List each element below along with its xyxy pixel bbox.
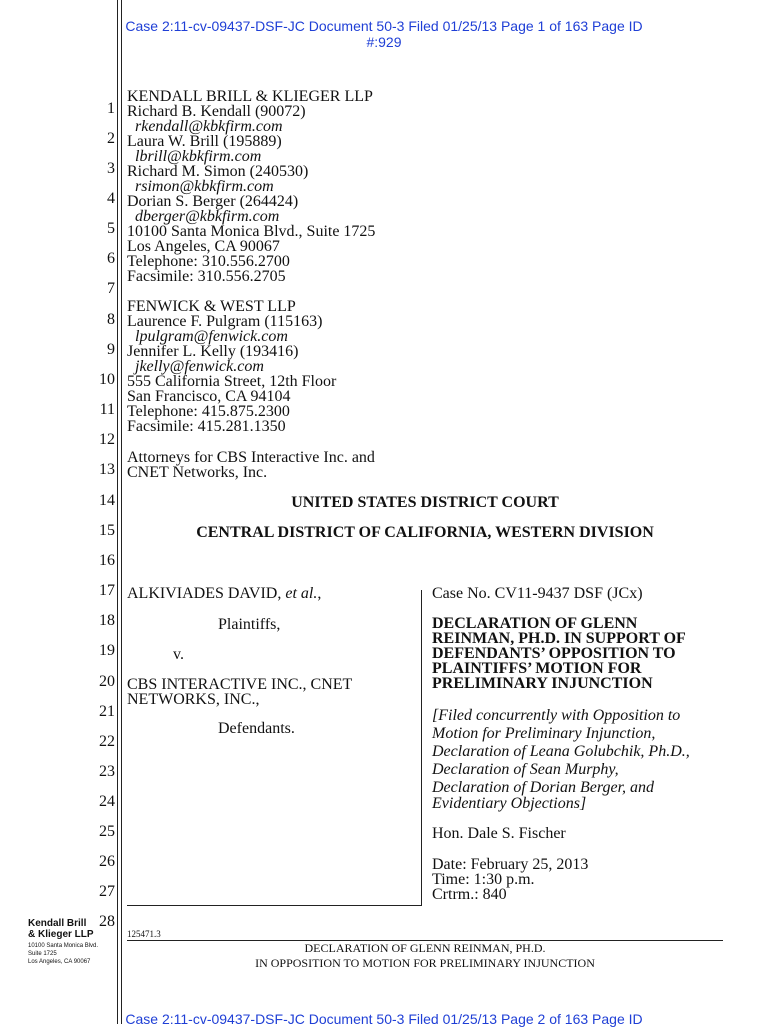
line-number: 22 <box>99 733 115 750</box>
firm-address: 555 California Street, 12th Floor <box>127 373 337 390</box>
line-number: 9 <box>107 341 115 358</box>
logo-address: 10100 Santa Monica Blvd. <box>28 943 99 949</box>
document-title: DECLARATION OF GLENN <box>432 615 638 632</box>
logo-name: Kendall Brill <box>28 918 87 929</box>
line-number: 2 <box>107 130 115 147</box>
document-title: PLAINTIFFS’ MOTION FOR <box>432 660 642 677</box>
line-number: 28 <box>99 913 115 930</box>
firm-facsimile: Facsimile: 310.556.2705 <box>127 268 286 285</box>
attorneys-for: Attorneys for CBS Interactive Inc. and <box>127 449 375 466</box>
document-title: REINMAN, PH.D. IN SUPPORT OF <box>432 630 686 647</box>
judge: Hon. Dale S. Fischer <box>432 825 566 842</box>
filed-concurrently: Declaration of Dorian Berger, and <box>432 779 655 796</box>
line-number: 21 <box>99 703 115 720</box>
line-number: 8 <box>107 311 115 328</box>
line-number: 1 <box>107 100 115 117</box>
attorney: Richard M. Simon (240530) <box>127 163 309 180</box>
line-number: 4 <box>107 190 115 207</box>
document-id: 125471.3 <box>127 929 161 939</box>
attorney: Dorian S. Berger (264424) <box>127 193 299 210</box>
line-number: 17 <box>99 582 115 599</box>
line-number: 23 <box>99 763 115 780</box>
filed-concurrently: Declaration of Sean Murphy, <box>432 761 619 778</box>
caption-bottom-rule <box>127 905 422 906</box>
filed-concurrently: Evidentiary Objections] <box>432 795 587 812</box>
firm-telephone: Telephone: 415.875.2300 <box>127 403 290 420</box>
firm-name: KENDALL BRILL & KLIEGER LLP <box>127 88 373 105</box>
court-district: CENTRAL DISTRICT OF CALIFORNIA, WESTERN DIVISION <box>196 524 654 541</box>
attorney-email: rsimon@kbkfirm.com <box>135 178 274 195</box>
defendant-name: NETWORKS, INC., <box>127 691 260 708</box>
line-number: 24 <box>99 793 115 810</box>
attorneys-for: CNET Networks, Inc. <box>127 464 268 481</box>
hearing-date: Date: February 25, 2013 <box>432 856 589 873</box>
next-page-header: Case 2:11-cv-09437-DSF-JC Document 50-3 Filed 01/25/13 Page 2 of 163 Page ID <box>125 1011 643 1027</box>
filed-concurrently: Declaration of Leana Golubchik, Ph.D., <box>432 743 690 760</box>
attorney-email: jkelly@fenwick.com <box>135 358 264 375</box>
attorney: Laura W. Brill (195889) <box>127 133 282 150</box>
document-title: PRELIMINARY INJUNCTION <box>432 675 653 692</box>
firm-telephone: Telephone: 310.556.2700 <box>127 253 290 270</box>
line-number: 16 <box>99 552 115 569</box>
line-number: 7 <box>107 280 115 297</box>
line-number: 13 <box>99 461 115 478</box>
line-number: 3 <box>107 160 115 177</box>
line-number: 18 <box>99 612 115 629</box>
plaintiff-comma: , <box>317 585 322 602</box>
defendant-name: CBS INTERACTIVE INC., CNET <box>127 676 353 693</box>
line-number: 12 <box>99 431 115 448</box>
line-number: 15 <box>99 522 115 539</box>
attorney: Jennifer L. Kelly (193416) <box>127 343 299 360</box>
line-number: 27 <box>99 883 115 900</box>
plaintiff-name <box>127 586 321 601</box>
et-al: et al. <box>285 585 318 602</box>
filed-concurrently: Motion for Preliminary Injunction, <box>432 725 656 742</box>
line-number: 11 <box>99 401 115 418</box>
versus: v. <box>173 646 184 663</box>
line-number: 20 <box>99 673 115 690</box>
document-title: DEFENDANTS’ OPPOSITION TO <box>432 645 676 662</box>
plaintiff-text: ALKIVIADES DAVID, <box>127 585 282 602</box>
caption-divider <box>421 590 422 906</box>
firm-logo <box>28 918 98 966</box>
filed-concurrently: [Filed concurrently with Opposition to <box>432 707 681 724</box>
hearing-time: Time: 1:30 p.m. <box>432 871 535 888</box>
firm-address: 10100 Santa Monica Blvd., Suite 1725 <box>127 223 376 240</box>
footer-title: DECLARATION OF GLENN REINMAN, PH.D. <box>304 941 546 955</box>
line-number: 10 <box>99 371 115 388</box>
attorney-email: rkendall@kbkfirm.com <box>135 118 283 135</box>
case-header-page-id: #:929 <box>366 34 402 50</box>
margin-line-right <box>121 0 122 1024</box>
firm-name: FENWICK & WEST LLP <box>127 298 296 315</box>
line-number: 26 <box>99 853 115 870</box>
line-number: 19 <box>99 642 115 659</box>
attorney: Laurence F. Pulgram (115163) <box>127 313 323 330</box>
line-number: 6 <box>107 250 115 267</box>
firm-address: San Francisco, CA 94104 <box>127 388 291 405</box>
logo-name: & Klieger LLP <box>28 929 94 940</box>
case-number: Case No. CV11-9437 DSF (JCx) <box>432 585 643 602</box>
margin-line-left <box>117 0 118 1024</box>
attorney-email: dberger@kbkfirm.com <box>135 208 280 225</box>
courtroom: Crtrm.: 840 <box>432 886 507 903</box>
attorney-email: lbrill@kbkfirm.com <box>135 148 262 165</box>
case-header: Case 2:11-cv-09437-DSF-JC Document 50-3 Filed 01/25/13 Page 1 of 163 Page ID <box>125 18 643 34</box>
attorney-email: lpulgram@fenwick.com <box>135 328 288 345</box>
plaintiffs-label: Plaintiffs, <box>218 616 281 633</box>
line-number: 14 <box>99 492 115 509</box>
attorney: Richard B. Kendall (90072) <box>127 103 306 120</box>
defendants-label: Defendants. <box>218 720 295 737</box>
firm-facsimile: Facsimile: 415.281.1350 <box>127 418 286 435</box>
line-number: 5 <box>107 220 115 237</box>
footer-title: IN OPPOSITION TO MOTION FOR PRELIMINARY INJUNCTION <box>255 956 595 970</box>
line-number: 25 <box>99 823 115 840</box>
court-name: UNITED STATES DISTRICT COURT <box>291 494 559 511</box>
logo-address: Los Angeles, CA 90067 <box>28 959 91 965</box>
logo-address: Suite 1725 <box>28 951 57 957</box>
firm-address: Los Angeles, CA 90067 <box>127 238 280 255</box>
